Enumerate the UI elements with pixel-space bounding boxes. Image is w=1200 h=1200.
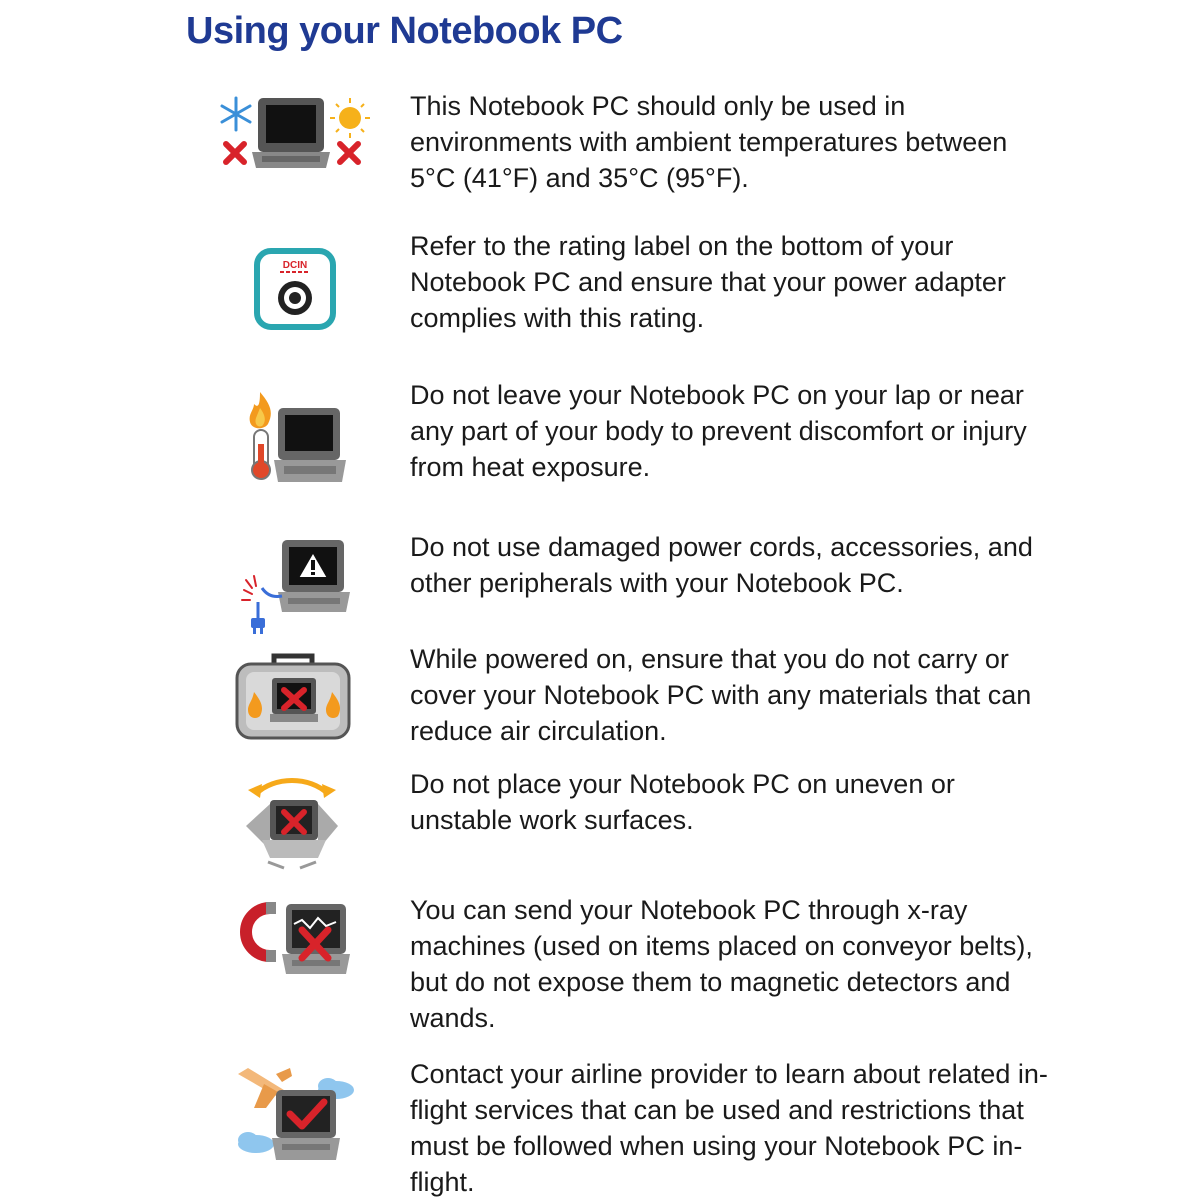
- page-title: Using your Notebook PC: [186, 10, 623, 52]
- item-4-text: Do not use damaged power cords, accessories, and other peripherals with your Notebook PC.: [410, 532, 1033, 598]
- item-6-text: Do not place your Notebook PC on uneven or unstable work surfaces.: [410, 769, 955, 835]
- item-7-text: You can send your Notebook PC through x-ray machines (used on items placed on conveyor belts), but do not expose them to magnetic detectors and wands.: [410, 895, 1033, 1033]
- heat-exposure-icon: [240, 386, 350, 486]
- damaged-cord-warning-icon: [238, 536, 354, 636]
- item-5-text: While powered on, ensure that you do not carry or cover your Notebook PC with any materials that can reduce air circulation.: [410, 644, 1032, 746]
- in-flight-icon: [234, 1064, 358, 1164]
- item-2-text: Refer to the rating label on the bottom of your Notebook PC and ensure that your power adapter complies with this rating.: [410, 231, 1006, 333]
- temperature-warning-icon: [214, 92, 374, 174]
- uneven-surface-icon: [238, 770, 346, 872]
- dc-in-label: DCIN: [282, 260, 308, 271]
- magnet-warning-icon: [236, 898, 356, 980]
- item-3-text: Do not leave your Notebook PC on your lap or near any part of your body to prevent discomfort or injury from heat exposure.: [410, 380, 1027, 482]
- item-1-text: This Notebook PC should only be used in environments with ambient temperatures between 5°C (41°F) and 35°C (95°F).: [410, 91, 1008, 193]
- item-8-text: Contact your airline provider to learn about related in-flight services that can be used and restrictions that must be followed when using your Notebook PC in-flight.: [410, 1059, 1048, 1197]
- dc-in-power-label-icon: [254, 248, 336, 330]
- covered-notebook-bag-icon: [234, 650, 352, 742]
